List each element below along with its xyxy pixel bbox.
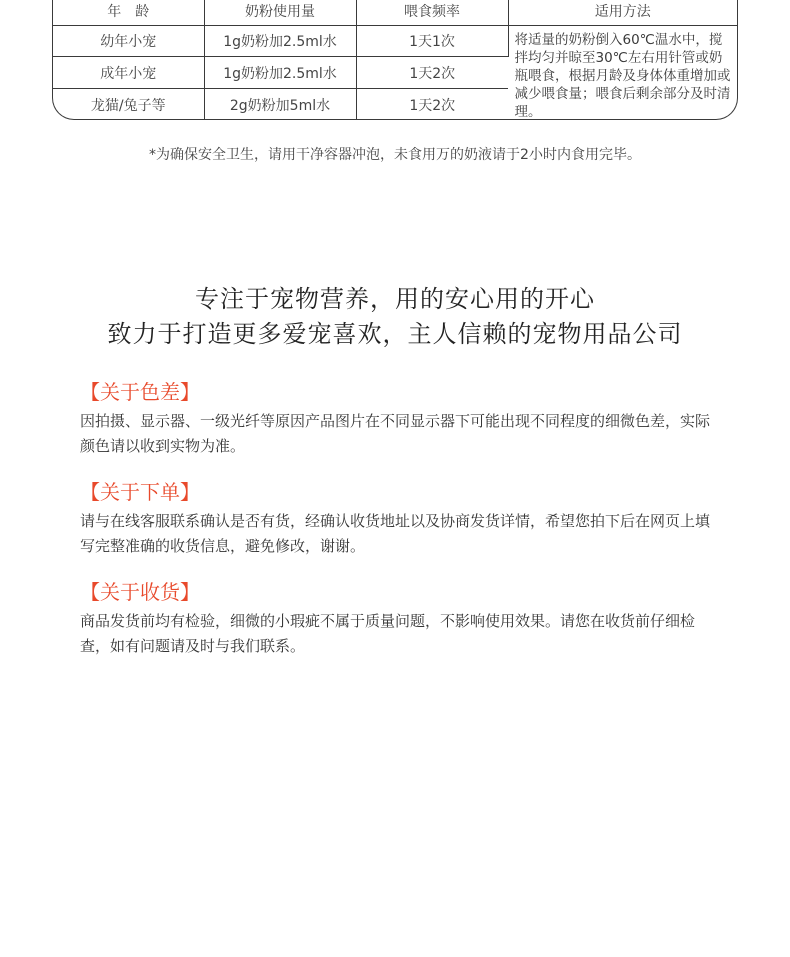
header-age: 年 龄 — [53, 0, 204, 25]
safety-note: *为确保安全卫生，请用干净容器冲泡，未食用万的奶液请于2小时内食用完毕。 — [149, 147, 641, 163]
cell-method: 将适量的奶粉倒入60℃温水中，搅拌均匀并晾至30℃左右用针管或奶瓶喂食，根据月龄及身体体重增加或减少喂食量；喂食后剩余部分及时清理。 — [514, 31, 731, 120]
cell-age: 成年小宠 — [53, 57, 204, 89]
header-frequency: 喂食频率 — [356, 0, 508, 25]
cell-amount: 1g奶粉加2.5ml水 — [204, 57, 356, 89]
slogan-line-2: 致力于打造更多爱宠喜欢，主人信赖的宠物用品公司 — [107, 320, 683, 348]
table-row — [53, 25, 737, 57]
cell-age: 龙猫/兔子等 — [53, 89, 204, 120]
cell-amount: 2g奶粉加5ml水 — [204, 89, 356, 120]
header-amount: 奶粉使用量 — [204, 0, 356, 25]
section-body-receiving: 商品发货前均有检验，细微的小瑕疵不属于质量问题，不影响使用效果。请您在收货前仔细检查，如有问题请及时与我们联系。 — [80, 612, 696, 655]
header-method: 适用方法 — [508, 0, 737, 25]
section-title-color-difference: 【关于色差】 — [80, 380, 200, 404]
section-body-color-difference: 因拍摄、显示器、一级光纤等原因产品图片在不同显示器下可能出现不同程度的细微色差，实际颜色请以收到实物为准。 — [80, 412, 711, 455]
feeding-table-container — [52, 0, 738, 120]
cell-amount: 1g奶粉加2.5ml水 — [204, 25, 356, 57]
cell-frequency: 1天2次 — [409, 97, 456, 114]
section-title-receiving: 【关于收货】 — [80, 580, 200, 604]
table-header-row — [53, 0, 737, 25]
section-title-ordering: 【关于下单】 — [80, 480, 200, 504]
section-body-ordering: 请与在线客服联系确认是否有货，经确认收货地址以及协商发货详情，希望您拍下后在网页上填写完整准确的收货信息，避免修改，谢谢。 — [80, 512, 711, 555]
cell-age: 幼年小宠 — [53, 25, 204, 57]
feeding-table — [53, 0, 737, 120]
slogan-line-1: 专注于宠物营养，用的安心用的开心 — [195, 285, 595, 313]
cell-frequency: 1天1次 — [356, 25, 508, 57]
cell-frequency: 1天2次 — [356, 57, 508, 89]
